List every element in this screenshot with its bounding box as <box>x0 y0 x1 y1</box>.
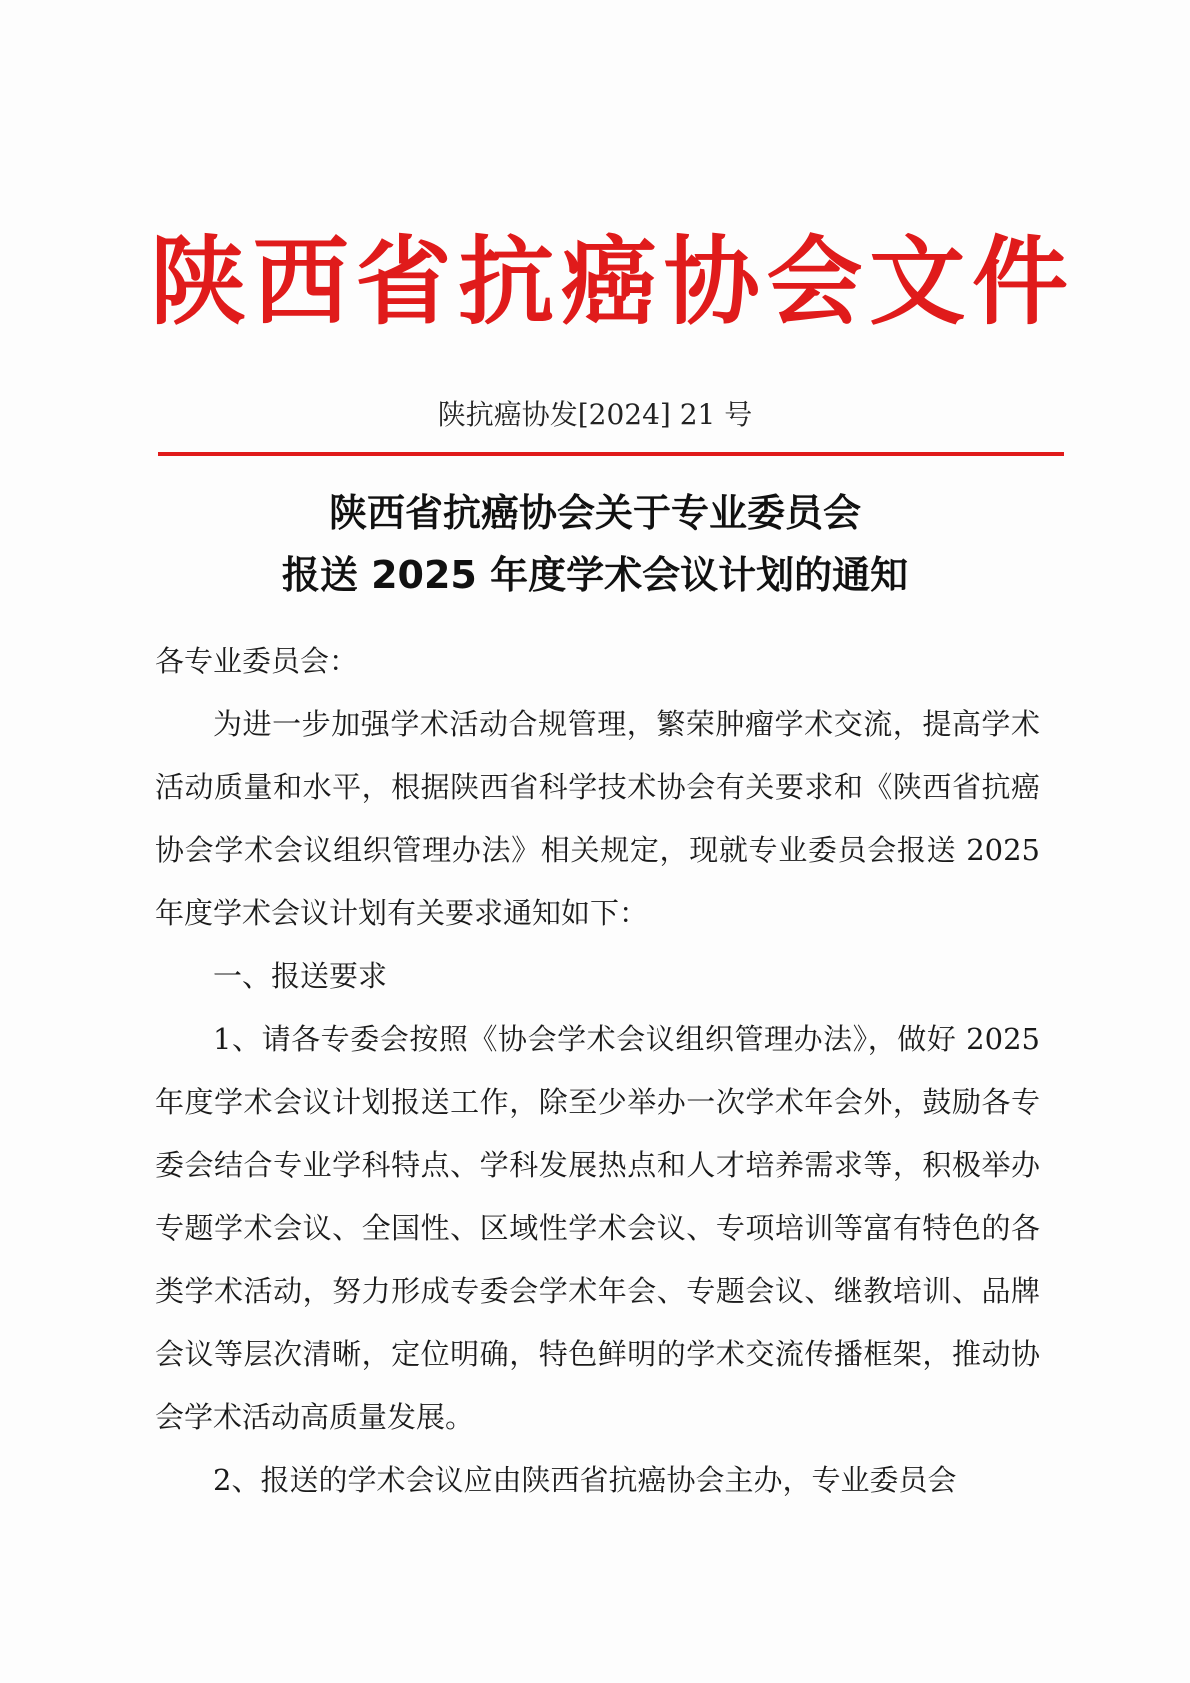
notice-body <box>155 630 1040 1512</box>
section-heading: 一、报送要求 <box>213 959 388 993</box>
requirement-item-1: 1、请各专委会按照《协会学术会议组织管理办法》，做好 2025 年度学术会议计划报送工作，除至少举办一次学术年会外，鼓励各专委会结合专业学科特点、学科发展热点和人才培养需求等，积极举办专题学术会议、全国性、区域性学术会议、专项培训等富有特色的各类学术活动，努力形成专委会学术年会、专题会议、继教培训、品牌会议等层次清晰，定位明确，特色鲜明的学术交流传播框架，推动协会学术活动高质量发展。 <box>155 1022 1040 1434</box>
notice-title-line1: 陕西省抗癌协会关于专业委员会 <box>328 491 861 535</box>
org-letterhead-title: 陕西省抗癌协会文件 <box>150 225 1070 338</box>
red-divider-line <box>158 452 1064 456</box>
intro-paragraph: 为进一步加强学术活动合规管理，繁荣肿瘤学术交流，提高学术活动质量和水平，根据陕西省科学技术协会有关要求和《陕西省抗癌协会学术会议组织管理办法》相关规定，现就专业委员会报送 2025 年度学术会议计划有关要求通知如下： <box>155 707 1040 930</box>
notice-title <box>0 482 1190 606</box>
salutation: 各专业委员会： <box>155 644 359 678</box>
notice-title-line2: 报送 2025 年度学术会议计划的通知 <box>281 553 909 597</box>
requirement-item-2: 2、报送的学术会议应由陕西省抗癌协会主办，专业委员会 <box>213 1463 957 1497</box>
document-number: 陕抗癌协发[2024] 21 号 <box>437 398 753 431</box>
